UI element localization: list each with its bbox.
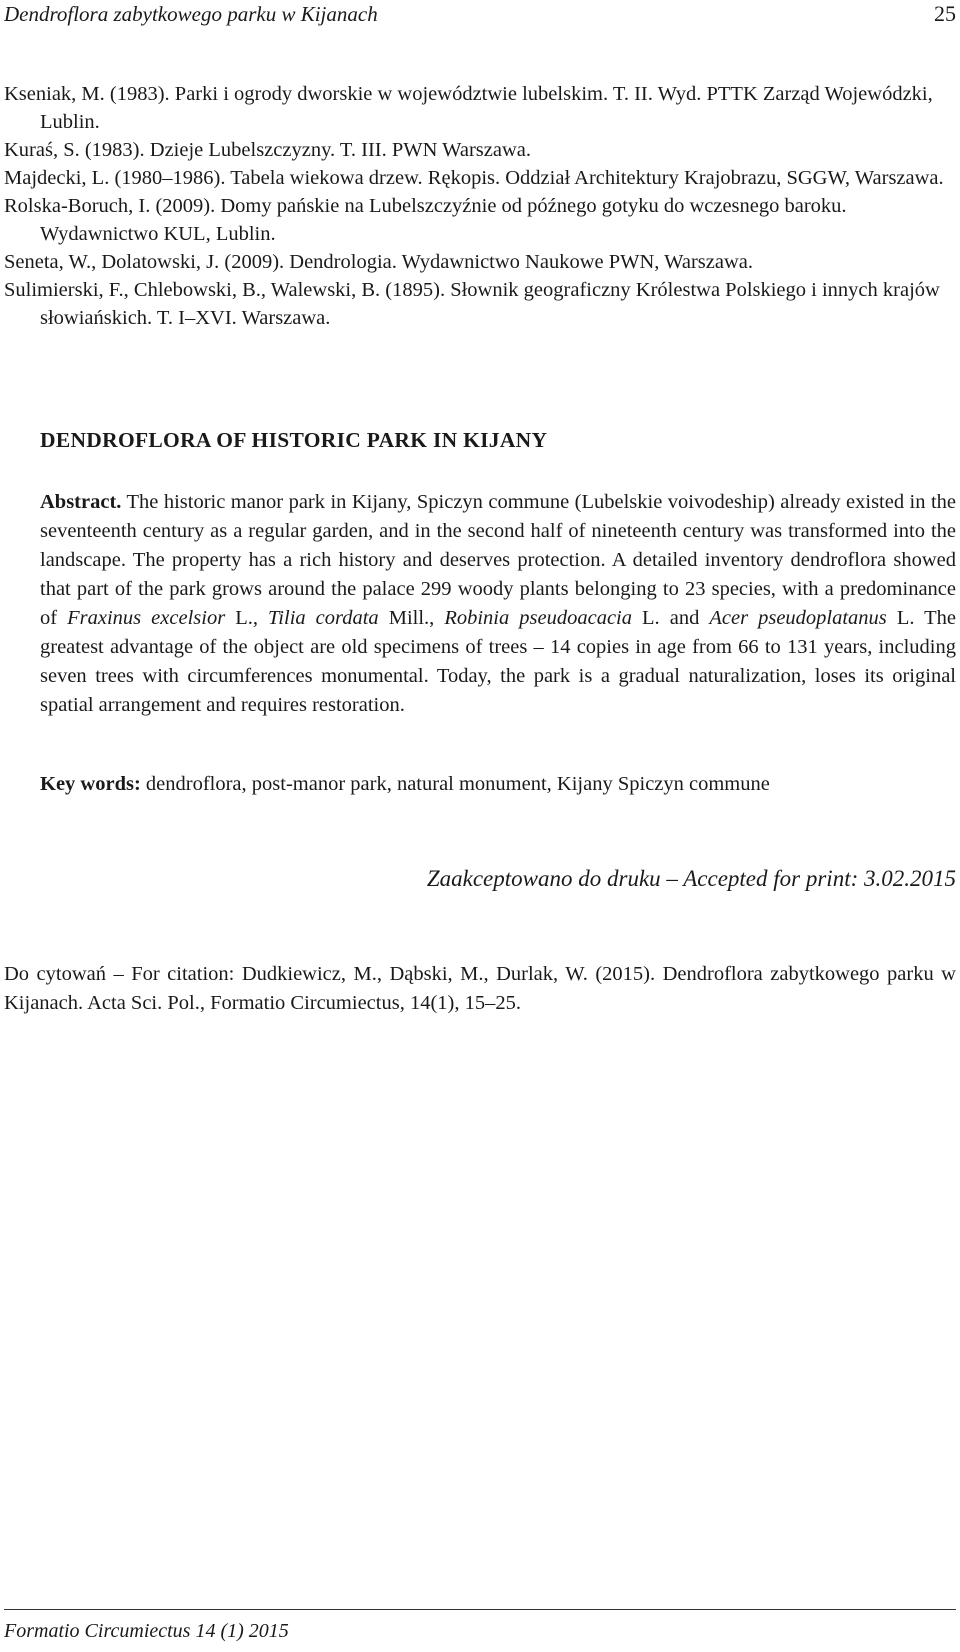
- keywords: [40, 770, 956, 799]
- reference-item: Kseniak, M. (1983). Parki i ogrody dworskie w województwie lubelskim. T. II. Wyd. PTTK Zarząd Wojewódzki, Lublin.: [4, 83, 933, 133]
- keywords-text: dendroflora, post-manor park, natural monument, Kijany Spiczyn commune: [140, 773, 770, 795]
- reference-item: Sulimierski, F., Chlebowski, B., Walewski, B. (1895). Słownik geograficzny Królestwa Polskiego i innych krajów słowiańskich. T. I–XVI. Warszawa.: [4, 279, 940, 329]
- reference-item: Rolska-Boruch, I. (2009). Domy pańskie na Lubelszczyźnie od późnego gotyku do wczesnego baroku. Wydawnictwo KUL, Lublin.: [4, 195, 847, 245]
- abstract: [40, 488, 956, 720]
- reference-item: Seneta, W., Dolatowski, J. (2009). Dendrologia. Wydawnictwo Naukowe PWN, Warszawa.: [4, 251, 754, 273]
- section-title: DENDROFLORA OF HISTORIC PARK IN KIJANY: [40, 428, 548, 452]
- abstract-text: Mill.,: [378, 607, 445, 629]
- abstract-label: Abstract.: [40, 491, 122, 513]
- footer-journal: Formatio Circumiectus 14 (1) 2015: [4, 1620, 289, 1642]
- abstract-text: L.,: [225, 607, 269, 629]
- species-name: Fraxinus excelsior: [67, 607, 226, 629]
- running-head: [4, 0, 956, 28]
- accepted-date: Zaakceptowano do druku – Accepted for print: 3.02.2015: [426, 866, 956, 891]
- species-name: Robinia pseudoacacia: [444, 607, 632, 629]
- species-name: Tilia cordata: [268, 607, 379, 629]
- running-title: Dendroflora zabytkowego parku w Kijanach: [4, 2, 378, 26]
- footer-divider: [4, 1609, 956, 1610]
- abstract-text: The historic manor park in Kijany, Spiczyn commune (Lubelskie voivodeship) already existed in the seventeenth century as a regular garden, and in the second half of nineteenth century was transformed into the landscape. The property has a rich history and deserves protection. A detailed inventory dendroflora showed that part of the park grows around the palace 299 woody plants belonging to 23 species, with a predominance of: [40, 491, 956, 629]
- page-number: 25: [934, 1, 956, 26]
- reference-list: [4, 80, 956, 332]
- reference-item: Kuraś, S. (1983). Dzieje Lubelszczyzny. T. III. PWN Warszawa.: [4, 139, 531, 161]
- species-name: Acer pseudoplatanus: [709, 607, 887, 629]
- abstract-text: L. The greatest advantage of the object are old specimens of trees – 14 copies in age from 66 to 131 years, including seven trees with circumferences monumental. Today, the park is a gradual naturalization, loses its original spatial arrangement and requires restoration.: [40, 607, 957, 716]
- reference-item: Majdecki, L. (1980–1986). Tabela wiekowa drzew. Rękopis. Oddział Architektury Krajobrazu, SGGW, Warszawa.: [4, 167, 944, 189]
- keywords-label: Key words:: [40, 773, 141, 795]
- citation: Do cytowań – For citation: Dudkiewicz, M., Dąbski, M., Durlak, W. (2015). Dendroflora zabytkowego parku w Kijanach. Acta Sci. Pol., Formatio Circumiectus, 14(1), 15–25.: [4, 963, 956, 1014]
- abstract-text: L. and: [632, 607, 710, 629]
